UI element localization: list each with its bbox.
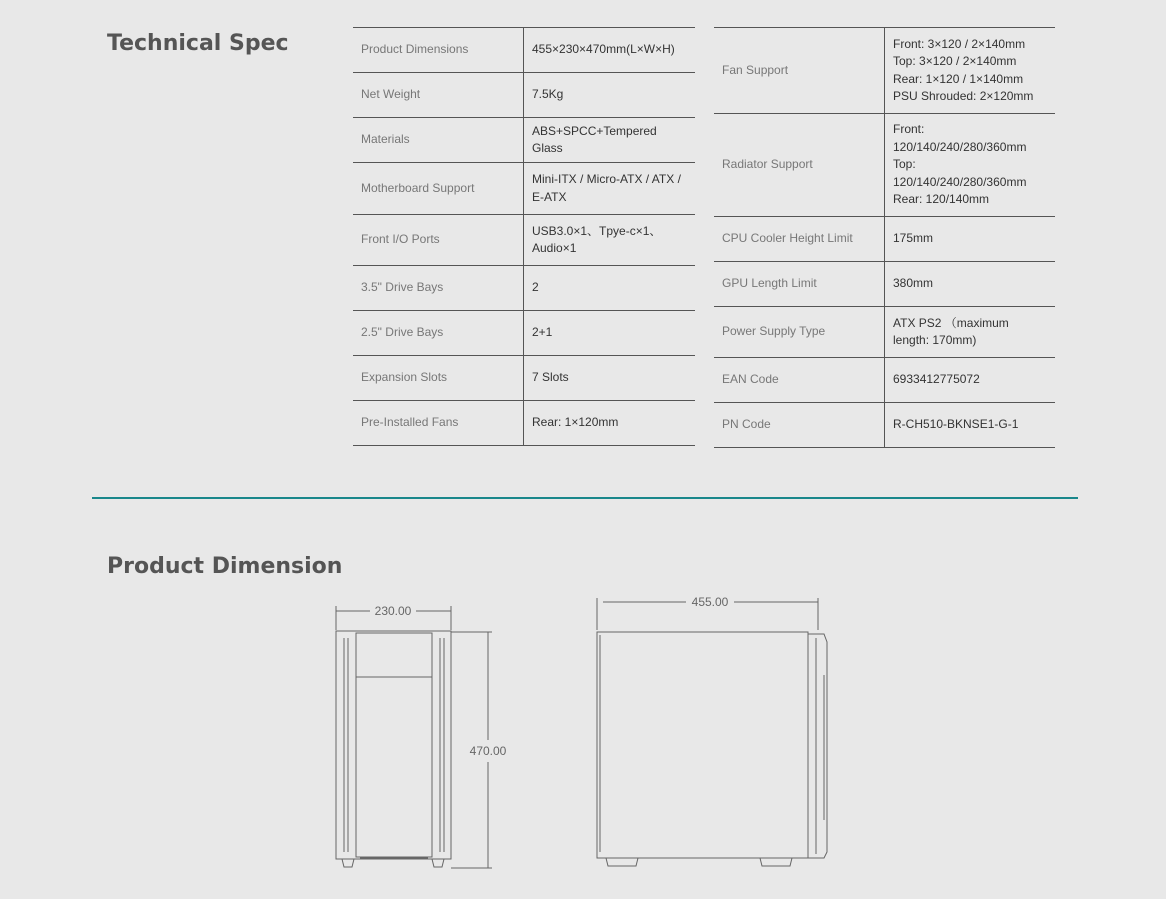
spec-table-right <box>714 27 1055 448</box>
spec-value: 455×230×470mm(L×W×H) <box>524 28 696 73</box>
spec-value: USB3.0×1、Tpye-c×1、Audio×1 <box>524 215 696 266</box>
spec-value <box>885 28 1056 114</box>
side-view-case <box>597 632 827 866</box>
spec-label: Expansion Slots <box>353 356 524 401</box>
product-dimension-title: Product Dimension <box>107 554 343 579</box>
spec-row-product-dimensions <box>353 28 695 73</box>
spec-label: GPU Length Limit <box>714 262 885 307</box>
spec-label: PN Code <box>714 403 885 448</box>
spec-value: R-CH510-BKNSE1-G-1 <box>885 403 1056 448</box>
width-label: 230.00 <box>374 604 412 618</box>
spec-row-front-io-ports <box>353 215 695 266</box>
spec-row-35-drive-bays <box>353 266 695 311</box>
spec-label: Net Weight <box>353 73 524 118</box>
spec-table-left <box>353 27 695 446</box>
spec-row-power-supply-type <box>714 307 1055 358</box>
dimension-drawing <box>320 590 840 875</box>
spec-label: Radiator Support <box>714 114 885 217</box>
spec-value: 175mm <box>885 217 1056 262</box>
spec-row-25-drive-bays <box>353 311 695 356</box>
spec-value-line: 120/140/240/280/360mm <box>893 174 1027 189</box>
spec-label: 2.5" Drive Bays <box>353 311 524 356</box>
spec-value-line: 120/140/240/280/360mm <box>893 139 1027 154</box>
spec-label: Front I/O Ports <box>353 215 524 266</box>
spec-value: 2+1 <box>524 311 696 356</box>
spec-value: Mini-ITX / Micro-ATX / ATX / E-ATX <box>524 163 696 215</box>
spec-label: Power Supply Type <box>714 307 885 358</box>
spec-value-line: PSU Shrouded: 2×120mm <box>893 89 1034 103</box>
spec-row-pn-code <box>714 403 1055 448</box>
spec-row-fan-support <box>714 28 1055 114</box>
spec-value: 6933412775072 <box>885 358 1056 403</box>
spec-value-line: Rear: 120/140mm <box>893 192 990 207</box>
spec-row-radiator-support <box>714 114 1055 217</box>
spec-row-cpu-cooler-height <box>714 217 1055 262</box>
spec-value-line: Rear: 1×120 / 1×140mm <box>893 71 1024 86</box>
spec-value-line: Top: 3×120 / 2×140mm <box>893 54 1017 68</box>
height-label: 470.00 <box>469 744 507 758</box>
front-view-case <box>336 631 451 867</box>
spec-row-motherboard-support <box>353 163 695 215</box>
spec-row-gpu-length <box>714 262 1055 307</box>
spec-label: Product Dimensions <box>353 28 524 73</box>
spec-row-materials <box>353 118 695 163</box>
spec-label: Motherboard Support <box>353 163 524 215</box>
technical-spec-title: Technical Spec <box>107 31 289 56</box>
spec-label: EAN Code <box>714 358 885 403</box>
spec-value: 7 Slots <box>524 356 696 401</box>
spec-value-line: Top: <box>893 157 916 172</box>
spec-value-line: Front: 3×120 / 2×140mm <box>893 36 1026 51</box>
spec-value: 380mm <box>885 262 1056 307</box>
spec-value: 2 <box>524 266 696 311</box>
spec-label: CPU Cooler Height Limit <box>714 217 885 262</box>
spec-row-net-weight <box>353 73 695 118</box>
section-divider <box>92 497 1078 499</box>
spec-value: ATX PS2 （maximum length: 170mm) <box>885 307 1056 358</box>
spec-value-line: Front: <box>893 122 925 137</box>
length-label: 455.00 <box>691 595 729 609</box>
spec-label: Fan Support <box>714 28 885 114</box>
spec-row-expansion-slots <box>353 356 695 401</box>
spec-row-preinstalled-fans <box>353 401 695 446</box>
spec-label: 3.5" Drive Bays <box>353 266 524 311</box>
spec-value: 7.5Kg <box>524 73 696 118</box>
spec-label: Pre-Installed Fans <box>353 401 524 446</box>
spec-value: Rear: 1×120mm <box>524 401 696 446</box>
spec-value <box>885 114 1056 217</box>
spec-row-ean-code <box>714 358 1055 403</box>
spec-value: ABS+SPCC+Tempered Glass <box>524 118 696 163</box>
spec-label: Materials <box>353 118 524 163</box>
